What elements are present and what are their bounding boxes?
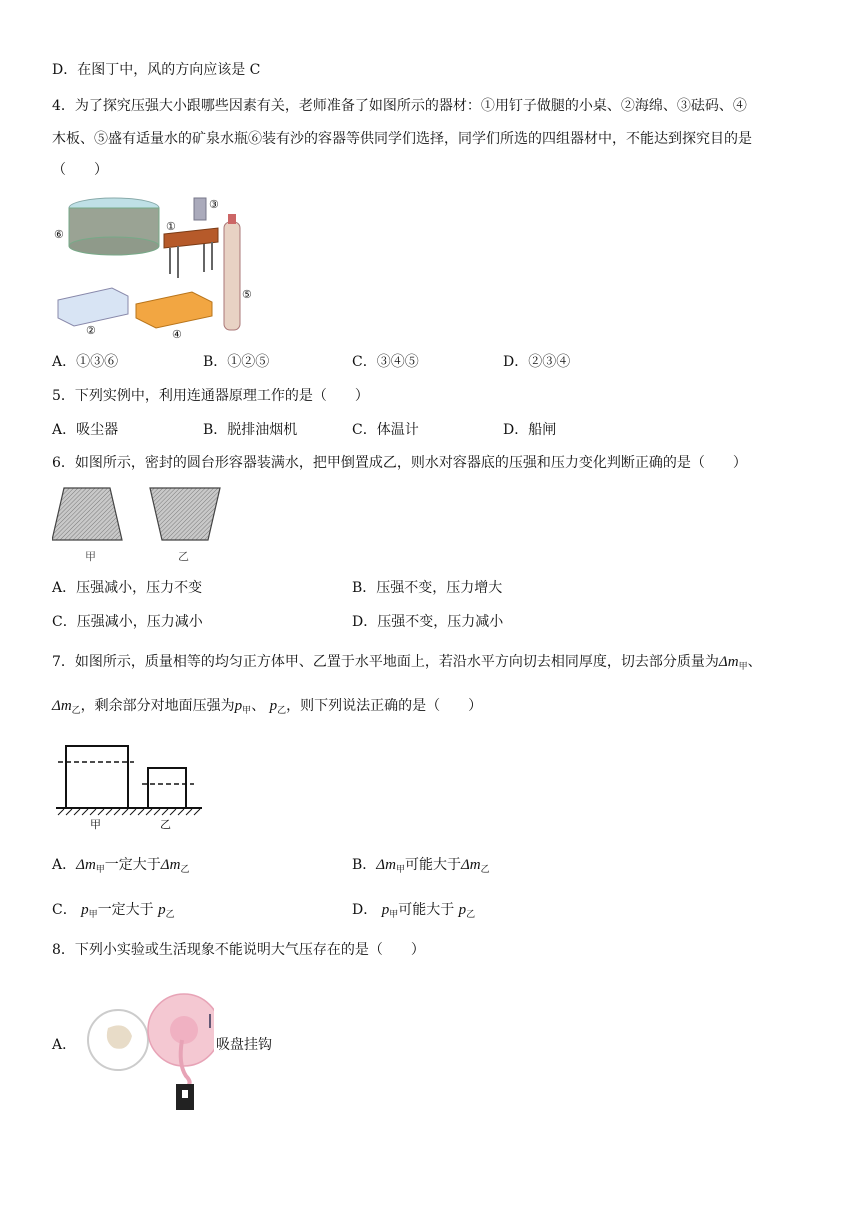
q4-option-b: B．①②⑤ xyxy=(203,354,270,370)
q5-stem: 5．下列实例中，利用连通器原理工作的是（ ） xyxy=(52,388,369,404)
q4-stem-line2: 木板、⑤盛有适量水的矿泉水瓶⑥装有沙的容器等供同学们选择，同学们所选的四组器材中，不能达到探究目的是 xyxy=(52,131,752,147)
q4-equipment-figure xyxy=(52,192,262,342)
q7-label-yi: 乙 xyxy=(160,818,171,831)
q6-stem: 6．如图所示，密封的圆台形容器装满水，把甲倒置成乙，则水对容器底的压强和压力变化判断正确的是（ ） xyxy=(52,455,747,471)
q6-option-c: C．压强减小，压力减小 xyxy=(52,614,203,630)
q4-label-5: ⑤ xyxy=(242,288,252,301)
q7-option-c: C． $p_甲$一定大于 $p_乙$ xyxy=(52,902,175,920)
q6-option-a: A．压强减小，压力不变 xyxy=(52,580,203,596)
q6-label-jia: 甲 xyxy=(85,550,96,563)
q4-label-2: ② xyxy=(86,324,96,337)
q4-stem-line1: 4．为了探究压强大小跟哪些因素有关，老师准备了如图所示的器材：①用钉子做腿的小桌、②海绵、③砝码、④ xyxy=(52,98,747,114)
q8-stem: 8．下列小实验或生活现象不能说明大气压存在的是（ ） xyxy=(52,942,425,958)
q7-stem-line1: 7．如图所示，质量相等的均匀正方体甲、乙置于水平地面上，若沿水平方向切去相同厚度，切去部分质量为$\Delta m_甲$、 xyxy=(52,654,762,672)
q8-option-a-caption: 吸盘挂钩 xyxy=(216,1037,272,1053)
q4-option-d: D．②③④ xyxy=(503,354,571,370)
q4-option-a: A．①③⑥ xyxy=(52,354,119,370)
q4-label-6: ⑥ xyxy=(54,228,64,241)
q6-label-yi: 乙 xyxy=(178,550,189,563)
q4-label-4: ④ xyxy=(172,328,182,341)
q6-option-b: B．压强不变，压力增大 xyxy=(352,580,503,596)
q5-option-c: C．体温计 xyxy=(352,422,419,438)
q8-option-a-letter: A． xyxy=(52,1037,77,1053)
q6-option-d: D．压强不变，压力减小 xyxy=(352,614,504,630)
q5-option-b: B．脱排油烟机 xyxy=(203,422,298,438)
q4-option-c: C．③④⑤ xyxy=(352,354,419,370)
q7-stem-line2: $\Delta m_乙$，剩余部分对地面压强为$p_甲$、 $p_乙$，则下列说法正确的是（ ） xyxy=(52,698,483,716)
q7-cubes-figure xyxy=(54,740,204,832)
q7-option-d: D． $p_甲$可能大于 $p_乙$ xyxy=(352,902,476,920)
q7-label-jia: 甲 xyxy=(90,818,101,831)
q4-stem-line3: （ ） xyxy=(52,162,108,178)
q6-frustum-figure xyxy=(52,484,232,568)
q4-label-3: ③ xyxy=(209,198,219,211)
q7-option-b: B．$\Delta m_甲$可能大于$\Delta m_乙$ xyxy=(352,857,490,875)
q5-option-a: A．吸尘器 xyxy=(52,422,119,438)
q5-option-d: D．船闸 xyxy=(503,422,557,438)
q3-option-d: D．在图丁中，风的方向应该是 C xyxy=(52,62,261,78)
q7-option-a: A．$\Delta m_甲$一定大于$\Delta m_乙$ xyxy=(52,857,190,875)
q8-suction-hook-figure xyxy=(78,990,214,1116)
q4-label-1: ① xyxy=(166,220,176,233)
